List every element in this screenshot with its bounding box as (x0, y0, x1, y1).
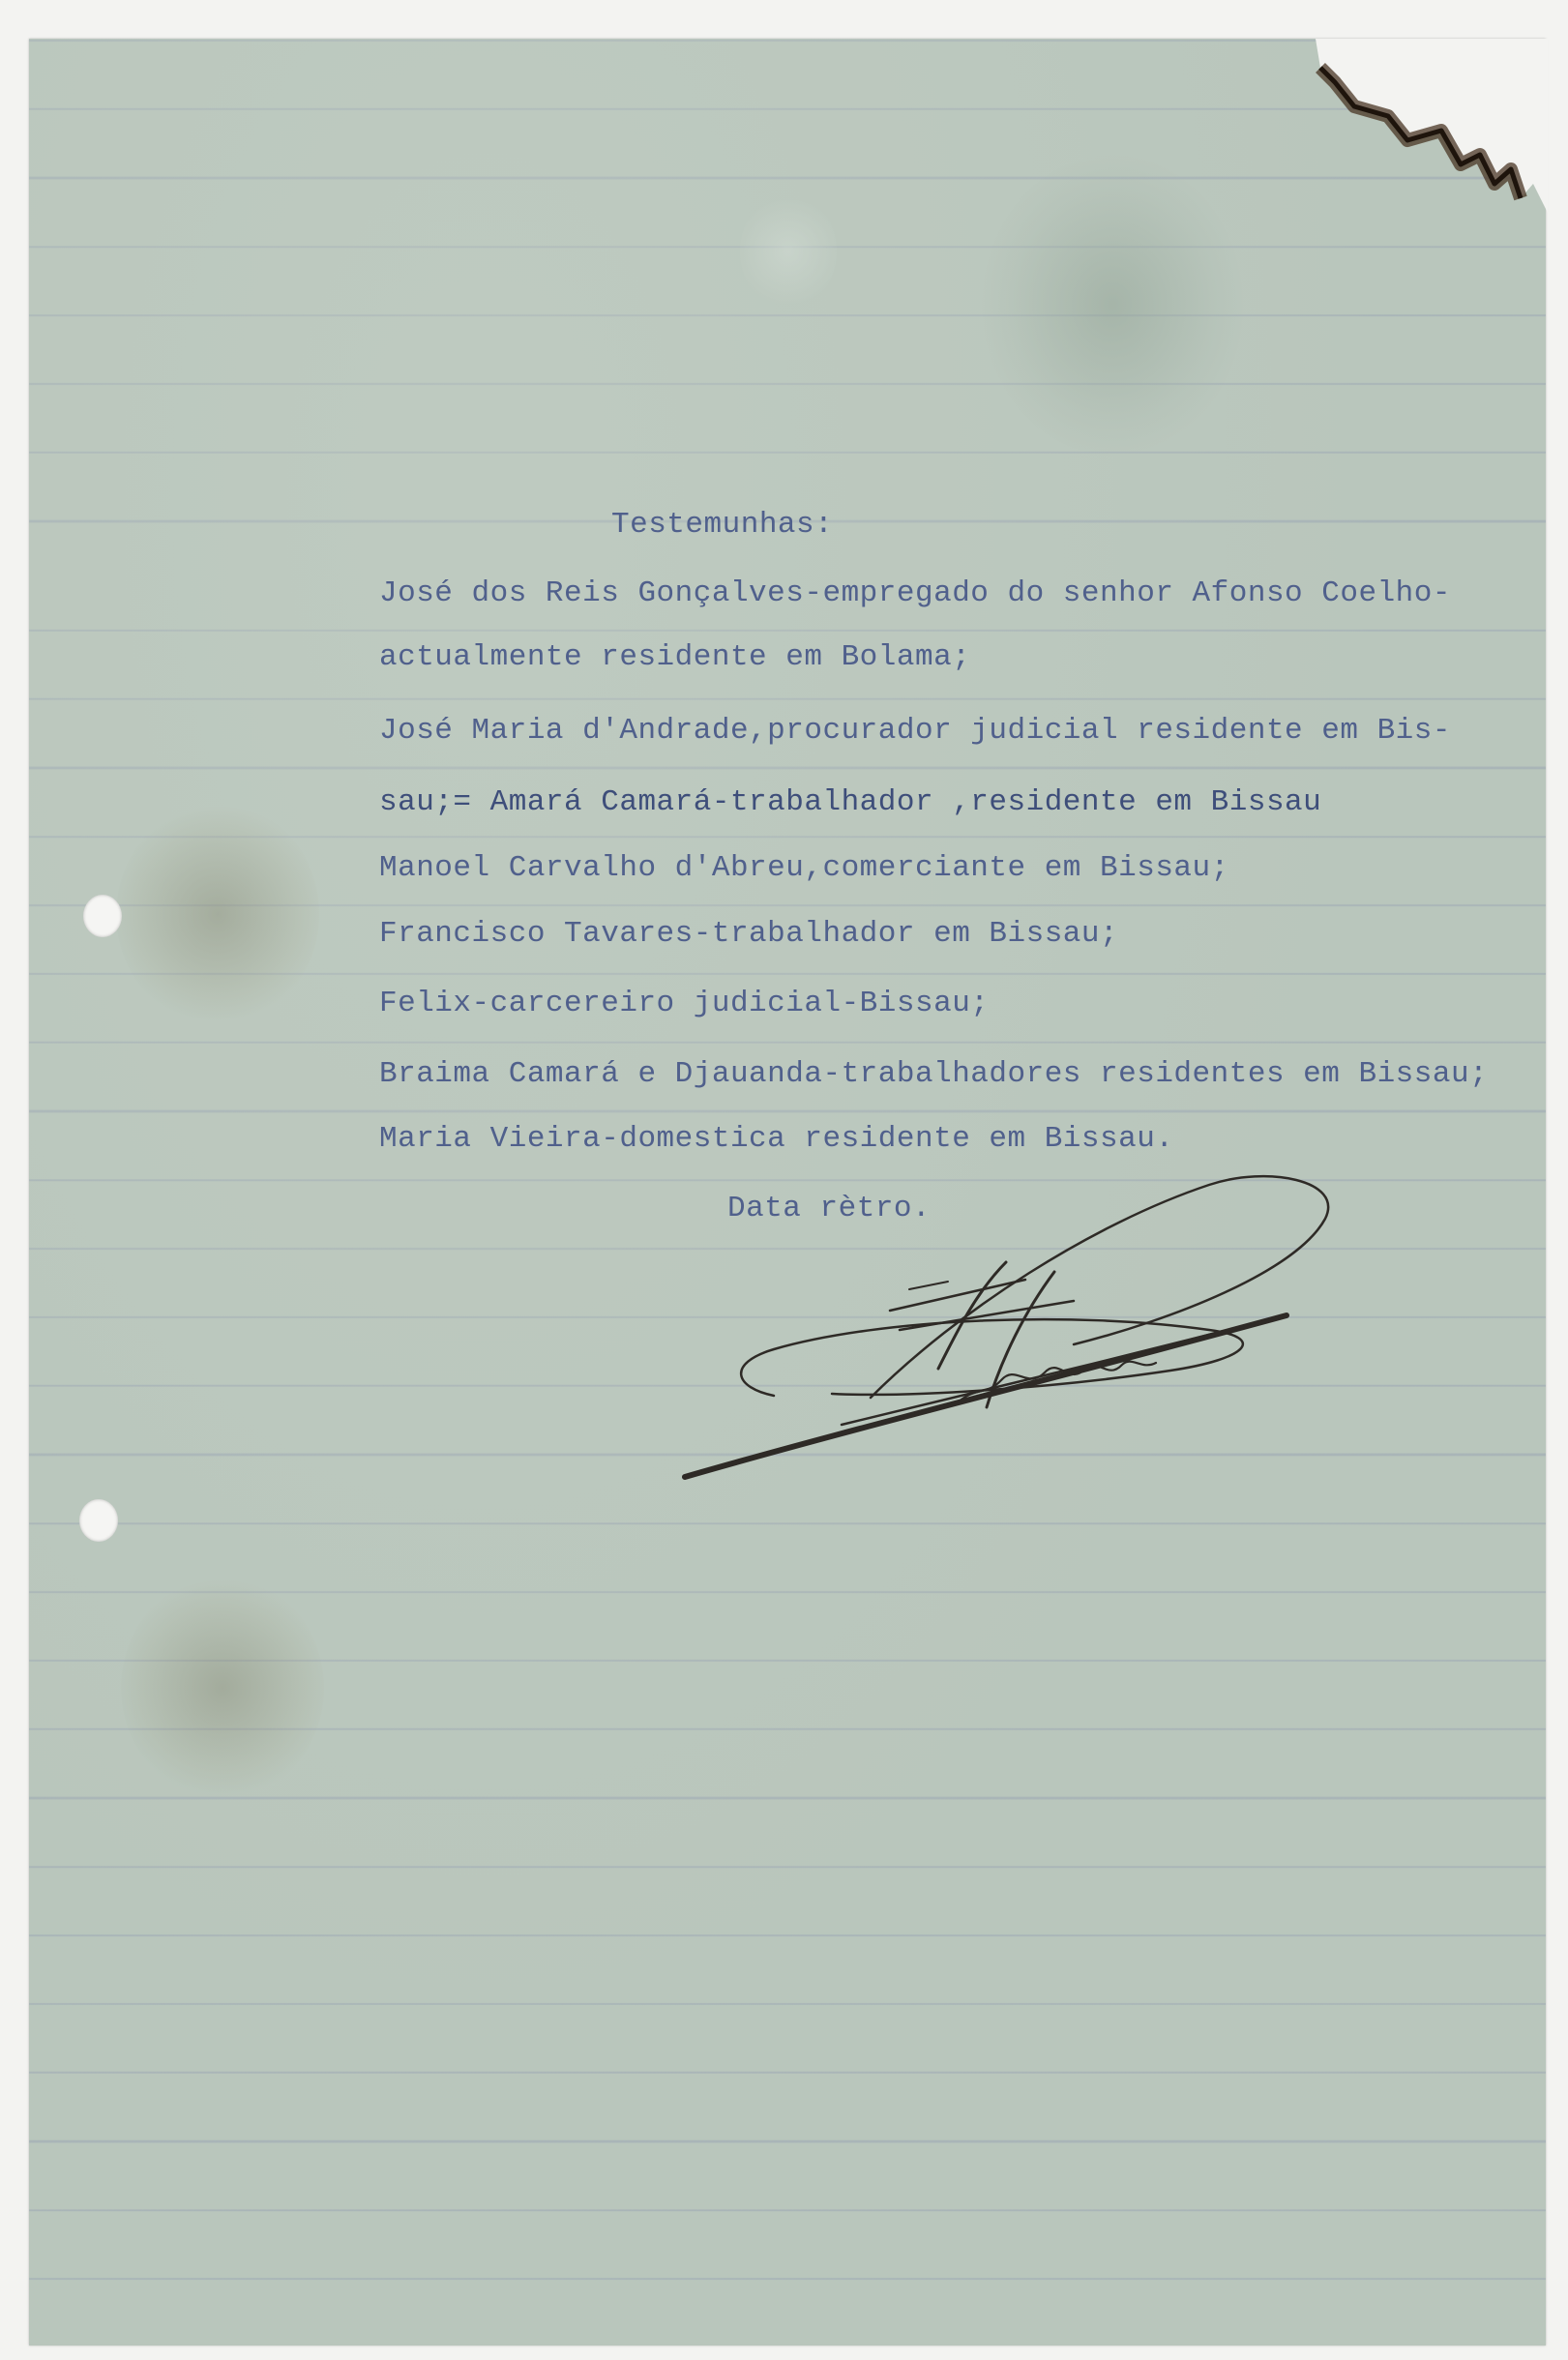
punch-hole-upper (83, 895, 122, 937)
date-closing: Data rètro. (727, 1192, 932, 1225)
witness-line-9: Maria Vieira-domestica residente em Bissau. (379, 1122, 1174, 1156)
stain-left-lower (121, 1577, 324, 1799)
witness-line-7: Felix-carcereiro judicial-Bissau; (379, 987, 990, 1020)
witness-line-6: Francisco Tavares-trabalhador em Bissau; (379, 917, 1119, 951)
witness-line-3: José Maria d'Andrade,procurador judicial residente em Bis- (379, 714, 1451, 748)
punch-hole-lower (79, 1499, 118, 1542)
witness-line-8: Braima Camará e Djauanda-trabalhadores residentes em Bissau; (379, 1057, 1489, 1091)
witness-line-2: actualmente residente em Bolama; (379, 640, 971, 674)
embossed-seal (740, 193, 837, 310)
ink-blot-stain (982, 155, 1243, 455)
handwritten-signature (667, 1165, 1364, 1494)
witnesses-heading: Testemunhas: (611, 508, 834, 542)
witness-line-5: Manoel Carvalho d'Abreu,comerciante em Bissau; (379, 851, 1229, 885)
witness-line-4: sau;= Amará Camará-trabalhador ,residente em Bissau (379, 785, 1322, 819)
burnt-torn-corner (1296, 39, 1548, 213)
stain-left-upper (116, 803, 319, 1025)
witness-line-1: José dos Reis Gonçalves-empregado do senhor Afonso Coelho- (379, 576, 1451, 610)
